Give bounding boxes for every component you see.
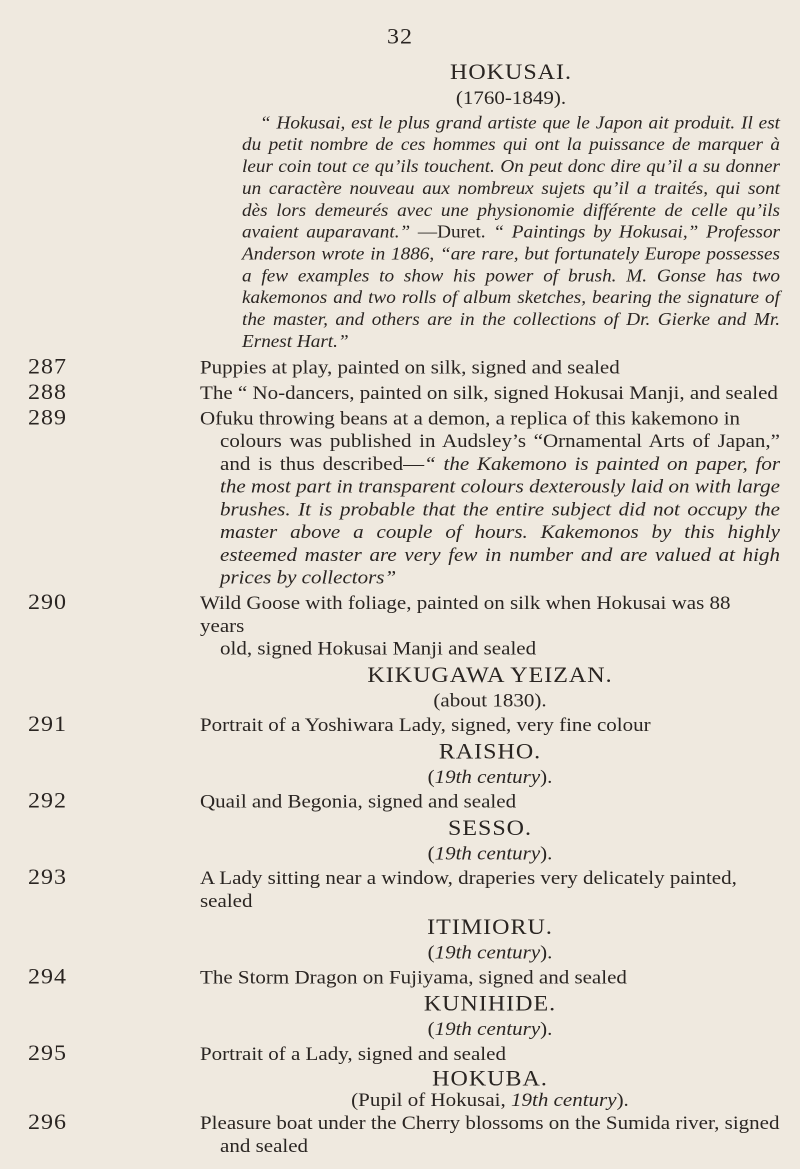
itimioru-heading — [200, 915, 780, 964]
artist-heading-raisho: RAISHO. — [438, 740, 542, 764]
lot-290-continuation: old, signed Hokusai Manji and sealed — [220, 637, 537, 660]
kunihide-heading — [200, 992, 780, 1041]
artist-heading-sesso: SESSO. — [447, 816, 533, 841]
artist-heading-kikugawa: KIKUGAWA YEIZAN. — [367, 663, 613, 688]
lot-291 — [28, 712, 780, 737]
sesso-heading — [200, 816, 780, 865]
page-number: 32 — [387, 25, 413, 50]
artist-dates-hokuba: (Pupil of Hokusai, 19th century). — [351, 1088, 629, 1111]
raisho-heading — [200, 739, 780, 788]
artist-heading-hokusai: HOKUSAI. — [450, 60, 572, 85]
lot-description: The Storm Dragon on Fujiyama, signed and sealed — [200, 966, 627, 988]
lot-287 — [28, 355, 780, 379]
lot-289 — [28, 406, 780, 589]
artist-dates-kikugawa: (about 1830). — [433, 689, 547, 712]
lot-290-title: Wild Goose with foliage, painted on silk when Hokusai was 88 years — [200, 591, 731, 637]
lot-description: A Lady sitting near a window, draperies very delicately painted, sealed — [200, 866, 737, 912]
lot-289-title: Ofuku throwing beans at a demon, a replica of this kakemono in — [200, 406, 741, 429]
lot-296 — [28, 1110, 780, 1158]
artist-dates-hokusai: (1760-1849). — [455, 86, 567, 109]
lot-description — [200, 592, 780, 660]
lot-294 — [28, 965, 780, 989]
lot-296-title: Pleasure boat under the Cherry blossoms on the Sumida river, signed — [200, 1111, 780, 1134]
lot-description: Quail and Begonia, signed and sealed — [200, 790, 517, 813]
artist-heading-hokuba: HOKUBA. — [432, 1067, 548, 1091]
lot-number: 294 — [28, 965, 67, 989]
lot-description — [200, 407, 780, 589]
lot-296-continuation: and sealed — [220, 1134, 309, 1157]
catalogue-page — [0, 2, 800, 1157]
lot-290 — [28, 590, 780, 660]
kikugawa-heading — [200, 663, 780, 712]
lot-295 — [28, 1041, 780, 1066]
lot-number: 296 — [28, 1110, 67, 1135]
lot-289-continuation — [200, 430, 780, 589]
artist-dates-raisho: (19th century). — [427, 765, 553, 788]
duret-quote: “ Hokusai, est le plus grand artiste que le Japon ait produit. Il est du petit nombre de ces hommes qui ont la puissance de marquer à leur coin tout ce qu’ils touchent. On peut donc dire qu’il a su donner un caractère nouveau aux nombreux sujets qu’il a traités, qui sont dès lors demeurés avec une physionomie différente de celle qu’ils avaient auparavant.” — [242, 113, 780, 243]
duret-attribution: —Duret. — [410, 223, 494, 243]
lot-description — [200, 1112, 780, 1158]
lot-number: 289 — [28, 406, 67, 430]
lot-description: Portrait of a Yoshiwara Lady, signed, very fine colour — [200, 713, 651, 736]
lot-description: Portrait of a Lady, signed and sealed — [200, 1042, 506, 1065]
lot-293 — [28, 865, 780, 913]
lot-number: 287 — [28, 355, 67, 379]
artist-heading-kunihide: KUNIHIDE. — [423, 992, 557, 1017]
lot-289-reference: colours was published in Audsley’s “Ornamental Arts of Japan,” and is thus described— — [220, 429, 780, 475]
lot-number: 291 — [28, 712, 67, 737]
artist-heading-itimioru: ITIMIORU. — [427, 915, 553, 940]
lot-number: 295 — [28, 1041, 67, 1066]
artist-dates-kunihide: (19th century). — [427, 1017, 553, 1040]
artist-dates-itimioru: (19th century). — [427, 941, 553, 964]
artist-dates-sesso: (19th century). — [427, 842, 553, 865]
lot-292 — [28, 789, 780, 814]
hokuba-heading — [200, 1068, 780, 1110]
lot-number: 290 — [28, 590, 67, 615]
lot-288 — [28, 380, 780, 405]
lot-number: 293 — [28, 865, 67, 890]
lot-number: 288 — [28, 380, 67, 405]
hokusai-section — [242, 60, 780, 353]
anderson-quote: “ Paintings by Hokusai,” Professor Anderson wrote in 1886, “are rare, but fortunately Europe possesses a few examples to show his power of brush. M. Gonse has two kakemonos and two rolls of album sketches, bearing the signature of the master, and others are in the collections of Dr. Gierke and Mr. Ernest Hart.” — [242, 223, 781, 352]
hokusai-quotation — [242, 113, 780, 353]
lot-description: The “ No-dancers, painted on silk, signed Hokusai Manji, and sealed — [200, 381, 778, 404]
lot-number: 292 — [28, 789, 67, 814]
lot-description: Puppies at play, painted on silk, signed and sealed — [200, 355, 620, 378]
lot-289-quote: “ the Kakemono is painted on paper, for the most part in transparent colours dexterously laid on with large brushes. It is probable that the entire subject did not occupy the master above a couple of hours. Kakemonos by this highly esteemed master are very few in number and are valued at high prices by collectors” — [220, 452, 780, 589]
